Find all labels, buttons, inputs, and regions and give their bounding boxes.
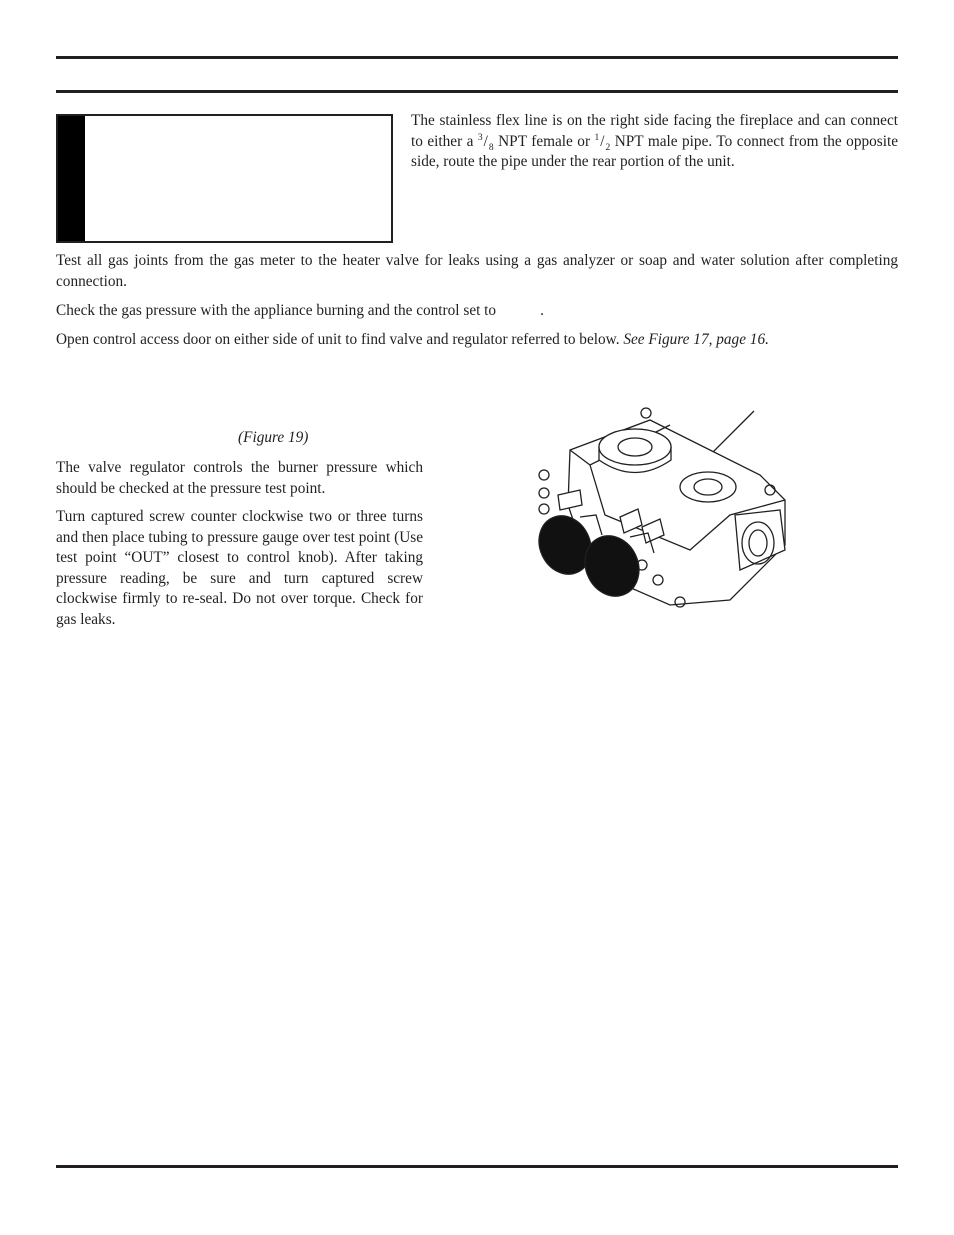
header-rule-bottom xyxy=(56,90,898,93)
check-pressure-end: . xyxy=(540,302,544,319)
intro-text-3: NPT male pipe. To connect from the opposite side, route the pipe under the rear portion of the unit. xyxy=(411,132,899,170)
warning-box xyxy=(56,114,393,243)
fraction-denominator: 2 xyxy=(605,142,611,153)
flex-line-paragraph: The stainless flex line is on the right side facing the fireplace and can connect to either a $^3/_8$ NPT female or $^1/_2$ NPT male pipe. To connect from the opposite side, route the pipe under the rear portion of the unit. xyxy=(411,112,899,170)
fraction-numerator: 1 xyxy=(594,132,600,143)
fraction-numerator: 3 xyxy=(477,132,483,143)
gas-valve-illustration xyxy=(530,405,790,610)
open-door-paragraph xyxy=(56,330,898,351)
header-rule-top xyxy=(56,56,898,59)
instructions-paragraph: Turn captured screw counter clockwise two or three turns and then place tubing to pressure gauge over test point (Use test point “OUT” closest to control knob). After taking pressure reading, be sure and turn captured screw clockwise firmly to re-seal. Do not over torque. Check for gas leaks. xyxy=(56,508,423,628)
fraction-denominator: 8 xyxy=(488,142,494,153)
footer-rule xyxy=(56,1165,898,1168)
figure-19-reference: (Figure 19) xyxy=(238,429,309,446)
regulator-paragraph: The valve regulator controls the burner pressure which should be checked at the pressure test point. xyxy=(56,459,423,497)
open-door-text: Open control access door on either side of unit to find valve and regulator referred to below. xyxy=(56,331,624,348)
intro-text-2: NPT female or xyxy=(493,132,595,150)
check-pressure-paragraph xyxy=(56,301,898,322)
warning-bar xyxy=(58,116,85,241)
intro-text-1: The stainless flex line is on the right side facing the fireplace and can connect to either a xyxy=(411,112,898,150)
figure-reference: See Figure 17, page 16. xyxy=(623,331,769,348)
check-pressure-text: Check the gas pressure with the appliance burning and the control set to xyxy=(56,302,497,319)
test-joints-paragraph: Test all gas joints from the gas meter to the heater valve for leaks using a gas analyzer or soap and water solution after completing connection. xyxy=(56,252,898,290)
